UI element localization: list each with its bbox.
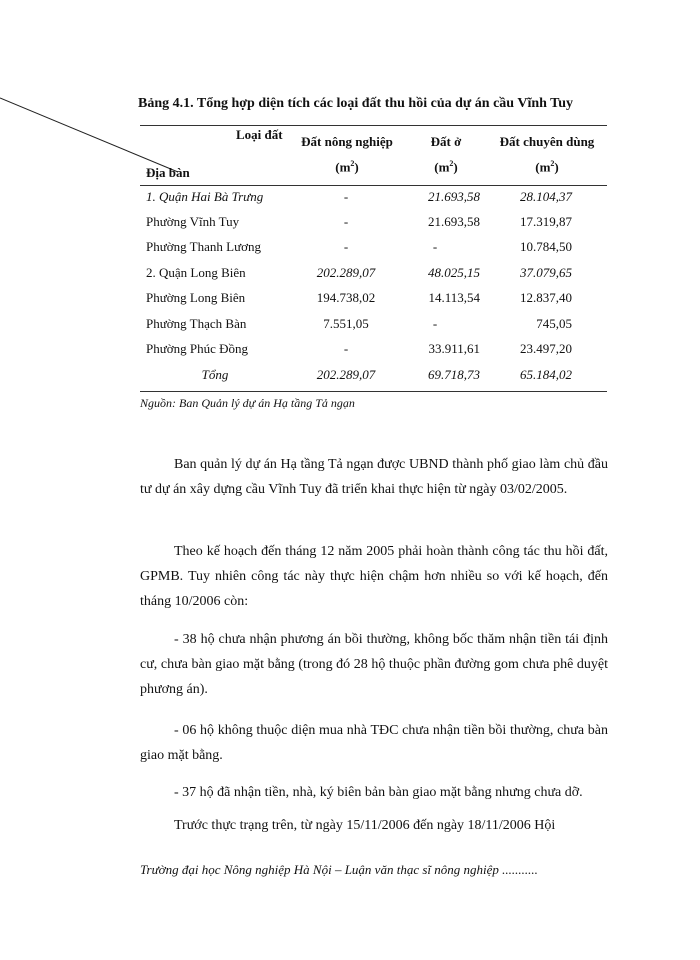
header-col-specialized: Đất chuyên dùng $(m^2)$ (486, 131, 608, 178)
paragraph: Theo kế hoạch đến tháng 12 năm 2005 phải hoàn thành công tác thu hồi đất, GPMB. Tuy nhiên công tác này thực hiện chậm hơn nhiều so với kế hoạch, đến tháng 10/2006 còn: (140, 544, 608, 609)
cell-residential: 33.911,61 (428, 341, 480, 356)
unit-label: $(m^2)$ (335, 159, 359, 175)
paragraph: Trước thực trạng trên, từ ngày 15/11/2006 đến ngày 18/11/2006 Hội (174, 818, 556, 833)
unit-label: $(m^2)$ (535, 159, 559, 175)
cell-residential: 48.025,15 (428, 265, 480, 280)
cell-specialized: 10.784,50 (520, 239, 572, 254)
cell-specialized: 745,05 (536, 316, 572, 331)
cell-residential: 69.718,73 (428, 367, 480, 382)
cell-specialized: 65.184,02 (520, 367, 572, 382)
table-source-note: Nguồn: Ban Quản lý dự án Hạ tầng Tả ngạn (140, 396, 355, 410)
table-top-rule (140, 125, 607, 126)
page-footer: Trường đại học Nông nghiệp Hà Nội – Luận văn thạc sĩ nông nghiệp ........... (140, 862, 538, 877)
paragraph: Ban quản lý dự án Hạ tầng Tả ngạn được UBND thành phố giao làm chủ đầu tư dự án xây dựng cầu Vĩnh Tuy đã triển khai thực hiện từ ngày 03/02/2005. (140, 457, 608, 497)
cell-agricultural: 194.738,02 (316, 290, 376, 305)
cell-specialized: 23.497,20 (520, 341, 572, 356)
header-corner-top: Loại đất (236, 127, 283, 142)
cell-agricultural: - (343, 214, 349, 229)
paragraph: - 06 hộ không thuộc diện mua nhà TĐC chưa nhận tiền bồi thường, chưa bàn giao mặt bằng. (140, 723, 608, 763)
cell-residential: - (432, 239, 438, 254)
cell-agricultural: - (343, 189, 349, 204)
cell-agricultural: 202.289,07 (316, 265, 376, 280)
cell-residential: 21.693,58 (428, 189, 480, 204)
row-name: Phường Long Biên (146, 290, 246, 305)
cell-residential: 14.113,54 (428, 290, 480, 305)
table-header-rule (140, 185, 607, 186)
cell-residential: - (432, 316, 438, 331)
cell-residential: 21.693,58 (428, 214, 480, 229)
row-name: Phường Thanh Lương (146, 239, 261, 254)
paragraph: - 37 hộ đã nhận tiền, nhà, ký biên bản bàn giao mặt bằng nhưng chưa dỡ. (174, 785, 583, 800)
row-name: 1. Quận Hai Bà Trưng (146, 189, 264, 204)
row-name: 2. Quận Long Biên (146, 265, 246, 280)
cell-specialized: 28.104,37 (520, 189, 572, 204)
cell-specialized: 17.319,87 (520, 214, 572, 229)
header-corner-bottom: Địa bàn (146, 165, 190, 180)
table-bottom-rule (140, 391, 607, 392)
cell-agricultural: 7.551,05 (323, 316, 369, 331)
cell-specialized: 12.837,40 (520, 290, 572, 305)
row-name: Tổng (201, 367, 229, 382)
row-name: Phường Vĩnh Tuy (146, 214, 240, 229)
cell-agricultural: 202.289,07 (316, 367, 376, 382)
table-caption: Bảng 4.1. Tổng hợp diện tích các loại đất thu hồi của dự án cầu Vĩnh Tuy (138, 96, 573, 111)
header-col-residential: Đất ở $(m^2)$ (410, 131, 482, 178)
cell-specialized: 37.079,65 (520, 265, 572, 280)
cell-agricultural: - (343, 239, 349, 254)
paragraph: - 38 hộ chưa nhận phương án bồi thường, không bốc thăm nhận tiền tái định cư, chưa bàn giao mặt bằng (trong đó 28 hộ thuộc phần đường gom chưa phê duyệt phương án). (140, 632, 608, 697)
cell-agricultural: - (343, 341, 349, 356)
unit-label: $(m^2)$ (434, 159, 458, 175)
row-name: Phường Thạch Bàn (146, 316, 247, 331)
header-col-agricultural: Đất nông nghiệp $(m^2)$ (290, 131, 404, 178)
row-name: Phường Phúc Đồng (146, 341, 249, 356)
